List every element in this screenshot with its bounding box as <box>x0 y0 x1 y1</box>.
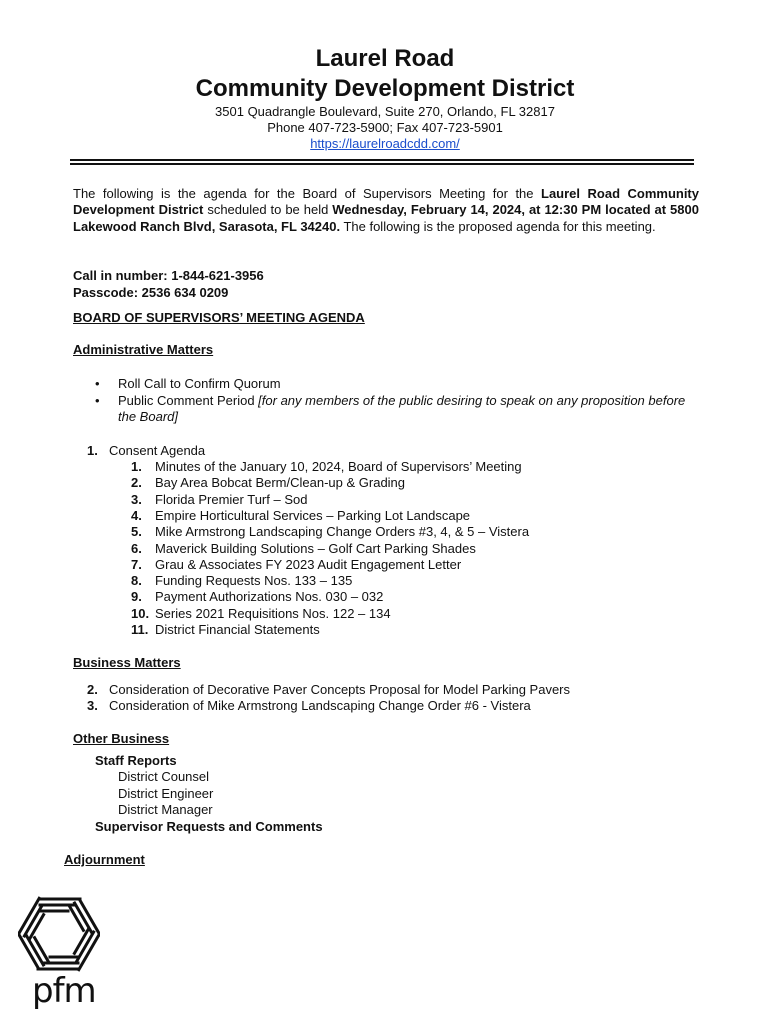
business-item <box>87 698 531 714</box>
consent-item-text: Maverick Building Solutions – Golf Cart Parking Shades <box>155 540 476 556</box>
consent-item <box>131 606 391 622</box>
consent-item-text: Series 2021 Requisitions Nos. 122 – 134 <box>155 605 391 621</box>
district-name: Laurel Road <box>315 45 455 72</box>
consent-item <box>131 508 470 524</box>
consent-item-text: Empire Horticultural Services – Parking Lot Landscape <box>155 507 471 523</box>
agenda-heading: BOARD OF SUPERVISORS’ MEETING AGENDA <box>73 310 365 325</box>
business-item-text: Consideration of Mike Armstrong Landscaping Change Order #6 - Vistera <box>109 698 531 713</box>
consent-item-number: 6. <box>131 540 142 556</box>
consent-item-number: 2. <box>131 475 142 491</box>
consent-item-number: 4. <box>131 507 142 523</box>
consent-item-text: Bay Area Bobcat Berm/Clean-up & Grading <box>155 475 406 491</box>
bullet-icon: • <box>95 393 100 408</box>
roll-call-item: Roll Call to Confirm Quorum <box>118 376 281 391</box>
consent-item-number: 8. <box>131 573 142 589</box>
public-comment-item <box>118 393 698 426</box>
phone-fax: Phone 407-723-5900; Fax 407-723-5901 <box>267 120 503 135</box>
consent-item-text: District Financial Statements <box>155 622 320 637</box>
consent-agenda <box>87 443 205 459</box>
intro-district-name: Laurel Road Community Development District <box>73 186 699 218</box>
consent-item-number: 9. <box>131 589 142 605</box>
call-in-passcode: Passcode: 2536 634 0209 <box>73 285 229 300</box>
staff-report-item: District Counsel <box>118 769 210 784</box>
consent-item-text: Mike Armstrong Landscaping Change Orders #3, 4, & 5 – Vistera <box>155 524 530 540</box>
consent-label: Consent Agenda <box>109 443 206 458</box>
website-row <box>0 136 770 152</box>
consent-item-text: Funding Requests Nos. 133 – 135 <box>155 573 353 589</box>
address: 3501 Quadrangle Boulevard, Suite 270, Orlando, FL 32817 <box>215 104 555 119</box>
public-comment-label: Public Comment Period <box>118 393 259 408</box>
consent-item <box>131 622 320 638</box>
consent-item-text: Payment Authorizations Nos. 030 – 032 <box>155 589 384 605</box>
consent-item-number: 1. <box>131 459 142 474</box>
website-link[interactable]: https://laurelroadcdd.com/ <box>310 136 460 151</box>
pfm-logo-text: pfm <box>32 971 96 1011</box>
consent-item-text: Grau & Associates FY 2023 Audit Engagement Letter <box>155 556 462 572</box>
bullet-icon: • <box>95 376 100 391</box>
consent-item <box>131 557 461 573</box>
consent-item-number: 11. <box>131 622 149 637</box>
adjournment: Adjournment <box>64 852 145 867</box>
consent-item-number: 5. <box>131 524 142 540</box>
staff-report-item: District Manager <box>118 802 213 817</box>
staff-report-item: District Engineer <box>118 786 214 801</box>
consent-item <box>131 475 405 491</box>
business-item-text: Consideration of Decorative Paver Concepts Proposal for Model Parking Pavers <box>109 682 571 697</box>
intro-text-2: scheduled to be held <box>203 202 333 218</box>
consent-item <box>131 459 522 475</box>
consent-number: 1. <box>87 443 98 458</box>
pfm-logo-icon <box>18 893 100 975</box>
supervisor-requests: Supervisor Requests and Comments <box>95 819 323 834</box>
business-item-number: 2. <box>87 682 98 697</box>
consent-item-number: 3. <box>131 491 142 507</box>
call-in-number: Call in number: 1-844-621-3956 <box>73 268 264 283</box>
intro-text-3: The following is the proposed agenda for this meeting. <box>340 218 656 234</box>
public-comment-note: [for any members of the public desiring to speak on any proposition before the Board] <box>118 393 686 425</box>
header-divider-bottom <box>70 163 694 165</box>
intro-paragraph <box>73 186 699 235</box>
intro-text-1: The following is the agenda for the Board of Supervisors Meeting for the <box>73 186 542 201</box>
staff-reports-heading: Staff Reports <box>95 753 177 768</box>
header-divider-top <box>70 159 694 161</box>
consent-item-text: Florida Premier Turf – Sod <box>155 491 308 507</box>
consent-item <box>131 573 352 589</box>
consent-item-text: Minutes of the January 10, 2024, Board of Supervisors’ Meeting <box>155 459 522 474</box>
page-title: Community Development District <box>195 75 575 102</box>
business-heading: Business Matters <box>73 655 181 670</box>
intro-date-location: Wednesday, February 14, 2024, at 12:30 PM located at 5800 Lakewood Ranch Blvd, Sarasota, FL 34240. <box>73 202 699 234</box>
administrative-heading: Administrative Matters <box>73 342 214 357</box>
business-item-number: 3. <box>87 698 98 713</box>
consent-item-number: 10. <box>131 605 150 621</box>
other-business-heading: Other Business <box>73 731 170 746</box>
business-item <box>87 682 570 698</box>
consent-item <box>131 589 383 605</box>
consent-item-number: 7. <box>131 556 142 572</box>
pfm-logo <box>18 893 100 1018</box>
consent-item <box>131 524 529 540</box>
consent-item <box>131 541 476 557</box>
consent-item <box>131 492 307 508</box>
